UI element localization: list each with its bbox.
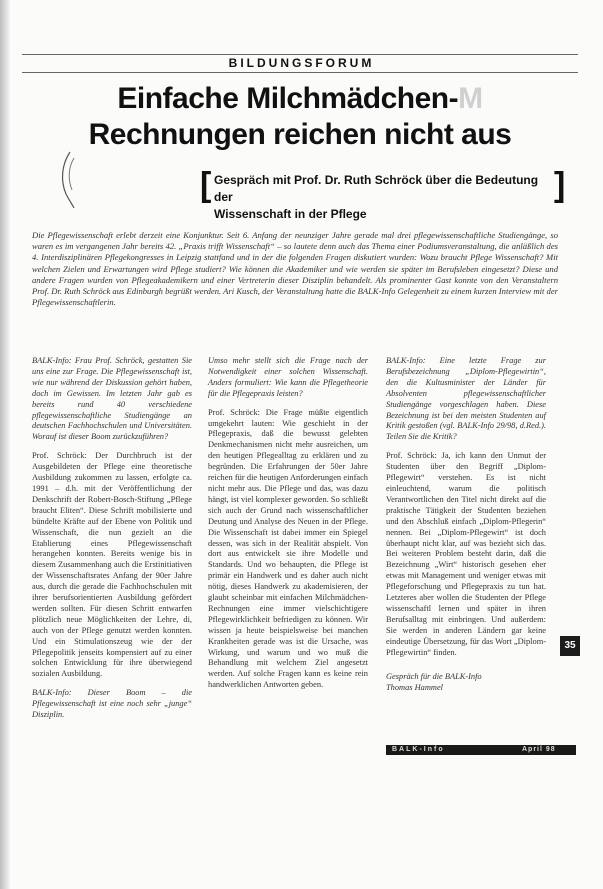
footer-publication: BALK-Info — [392, 746, 445, 753]
headline-line-1 — [20, 82, 580, 116]
text-column-1 — [32, 356, 192, 729]
text-column-2 — [208, 356, 368, 699]
headline-text-1: Einfache Milchmädchen- — [117, 82, 459, 115]
answer-2: Prof. Schröck: Die Frage müßte eigentlich umgekehrt lauten: Wie geschieht in der Pflegepraxis, daß die bewusst gelebten Denkmechanismen nicht mehr ausreichen, um den heutigen Pflegealltag zu erklären und zu begründen. Die Erfahrungen der 50er Jahre reichen für die heutigen Anforderungen einfach nicht mehr aus. Die Pflege und das, was dazu hängt, ist viel komplexer geworden. So schließt sich auch der Grund nach wissenschaftlicher Deutung und Analyse des Neuen in der Pflege. Die Wissenschaft ist dabei immer ein Spiegel dessen, was sich in der Realität abspielt. Von dort aus entwickelt sie ihre Modelle und Standards. Und wo behaupten, die Pflege ist primär ein Handwerk und es daher auch nicht nötig, dieses Handwerk zu akademisieren, der glaubt scheinbar mit einfachen Milchmädchen-Rechnungen eine immer vielschichtigere Pflegewirklichkeit befriedigen zu können. Wir wissen ja heute beispielsweise bei manchen Krankheiten gerade was ist die Ursache, was Wirkung, und warum und wo muß die Behandlung mit welchem Ziel angesetzt werden. Auf solche Fragen kann es keine rein handwerklichen Antworten geben. — [208, 407, 368, 690]
header-rule-top — [22, 54, 578, 55]
section-label: BILDUNGSFORUM — [228, 56, 375, 70]
signature-block — [386, 672, 546, 694]
page-number: 35 — [560, 636, 580, 656]
signature-line-2: Thomas Hammel — [386, 683, 443, 693]
signature-line-1: Gespräch für die BALK-Info — [386, 672, 482, 682]
subtitle-line-1: Gespräch mit Prof. Dr. Ruth Schröck über die Bedeutung der — [214, 173, 539, 204]
subtitle-bracket-right: ] — [554, 166, 566, 204]
question-1: BALK-Info: Frau Prof. Schröck, gestatten Sie uns eine zur Frage. Die Pflegewissenschaft ist, wie nur während der Diskussion gehört haben, doch im Gewissen. Im letzten Jahr gab es bereits rund 40 verschiedene pflegewissenschaftliche Studiengänge an deutschen Fachhochschulen und Universitäten. Worauf ist dieser Boom zurückzuführen? — [32, 356, 192, 442]
intro-paragraph: Die Pflegewissenschaft erlebt derzeit eine Konjunktur. Seit 6. Anfang der neunziger Jahre gerade mal drei pflegewissenschaftliche Studiengänge, so waren es im vergangenen Jahr bereits 42. „Praxis trifft Wissenschaft“ – so lautete denn auch das Thema einer Podiumsveranstaltung, die anläßlich des 4. Interdisziplinären Pflegekongresses in Leipzig stattfand und in der die folgenden Fragen diskutiert wurden: Wozu braucht Pflege Wissenschaft? Mit welchen Zielen und Erwartungen wird Pflege studiert? Wie können die Akademiker und wie werden sie später im Berufsleben eingesetzt? Diese und andere Fragen wurden von Pflegeakademikern und einer Vertreterin dieser Disziplin behandelt. Als prominenter Gast konnte von den Veranstaltern Prof. Dr. Ruth Schröck aus Edinburgh begrüßt werden. Ari Kusch, der Veranstaltung hatte die BALK-Info Gelegenheit zu einem kurzen Interview mit der Pflegewissenschaftlerin. — [32, 230, 558, 308]
question-2-continued: Umso mehr stellt sich die Frage nach der Notwendigkeit einer solchen Wissenschaft. Anders formuliert: Wie kann die Pflegetheorie für die Pflegepraxis leisten? — [208, 356, 368, 398]
pen-doodle-mark — [56, 150, 86, 210]
subtitle-line-2: Wissenschaft in der Pflege — [214, 207, 367, 221]
text-column-3 — [386, 356, 546, 694]
headline-bleed-through: M — [458, 82, 483, 115]
header-rule-bottom — [22, 72, 578, 73]
footer-date: April 98 — [522, 746, 556, 753]
answer-1: Prof. Schröck: Der Durchbruch ist der Ausgebildeten der Pflege eine theoretische Ausbildung zukommen zu lassen, erfolgte ca. 1991 – d.h. mit der Veröffentlichung der Denkschrift der Robert-Bosch-Stiftung „Pflege braucht Eliten“. Diese Schrift mobilisierte und bündelte Kräfte auf der Ebene von Politik und Wissenschaft, die nun gezielt an die Etablierung eines Pflegewissenschaft herangehen konnten. Bereits wenige bis in diesem Zusammenhang auch die Erstinitiativen der Wissenschaftsrates Anfang der 90er Jahre aus, durch die gerade die Fachhochschulen mit ihrer berufsorientierten Ausbildung gefördert werden sollten. Für diesen Schritt entwarfen plötzlich neue Möglichkeiten der Lehre, di, auch von der Pflege genutzt werden konnten. Und ein Stimulationszeug wie der der Pflegepolitik jenseits kompensiert auf zu einer solchen Entwicklung für ihre überwiegend sozialen Ausbildung. — [32, 451, 192, 679]
answer-3: Prof. Schröck: Ja, ich kann den Unmut der Studenten über den Begriff „Diplom-Pflegewirt“ verstehen. Es ist nicht einleuchtend, warum die politisch Verantwortlichen den Titel nicht direkt auf die praktische Tätigkeit der Studenten beziehen und den Abschluß einfach „Diplom-Pflegerin“ nennen. Bei „Diplom-Pflegewirt“ ist doch überhaupt nicht klar, auf was bezieht sich das. Bei weiteren Problem besteht darin, daß die Bezeichnung „Wirt“ historisch gesehen eher etwas mit Management und weniger etwas mit Pflegeforschung und Pflegepraxis zu tun hat. Letzteres aber wollen die Studenten der Pflege wissenschaftl lernen und später in ihren Berufsalltag mit einbringen. Und außerdem: Sie werden in anderen Ländern gar keine eindeutige Übersetzung, für das Wort „Diplom-Pflegewirtin“ finden. — [386, 451, 546, 657]
question-3: BALK-Info: Eine letzte Frage zur Berufsbezeichnung „Diplom-Pflegewirtin“, den die Kultusminister der Länder für Absolventen pflegewissenschaftlicher Studiengänge vorgeschlagen haben. Diese Bezeichnung ist bei den meisten Studenten auf Kritik gestoßen (vgl. BALK-Info 29/98, d.Red.). Teilen Sie die Kritik? — [386, 356, 546, 442]
question-2: BALK-Info: Dieser Boom – die Pflegewissenschaft ist eine noch sehr „junge“ Disziplin. — [32, 688, 192, 720]
subtitle — [214, 172, 554, 223]
headline-line-2: Rechnungen reichen nicht aus — [88, 118, 512, 151]
subtitle-bracket-left: [ — [200, 166, 212, 204]
page-edge-shadow — [0, 0, 10, 889]
